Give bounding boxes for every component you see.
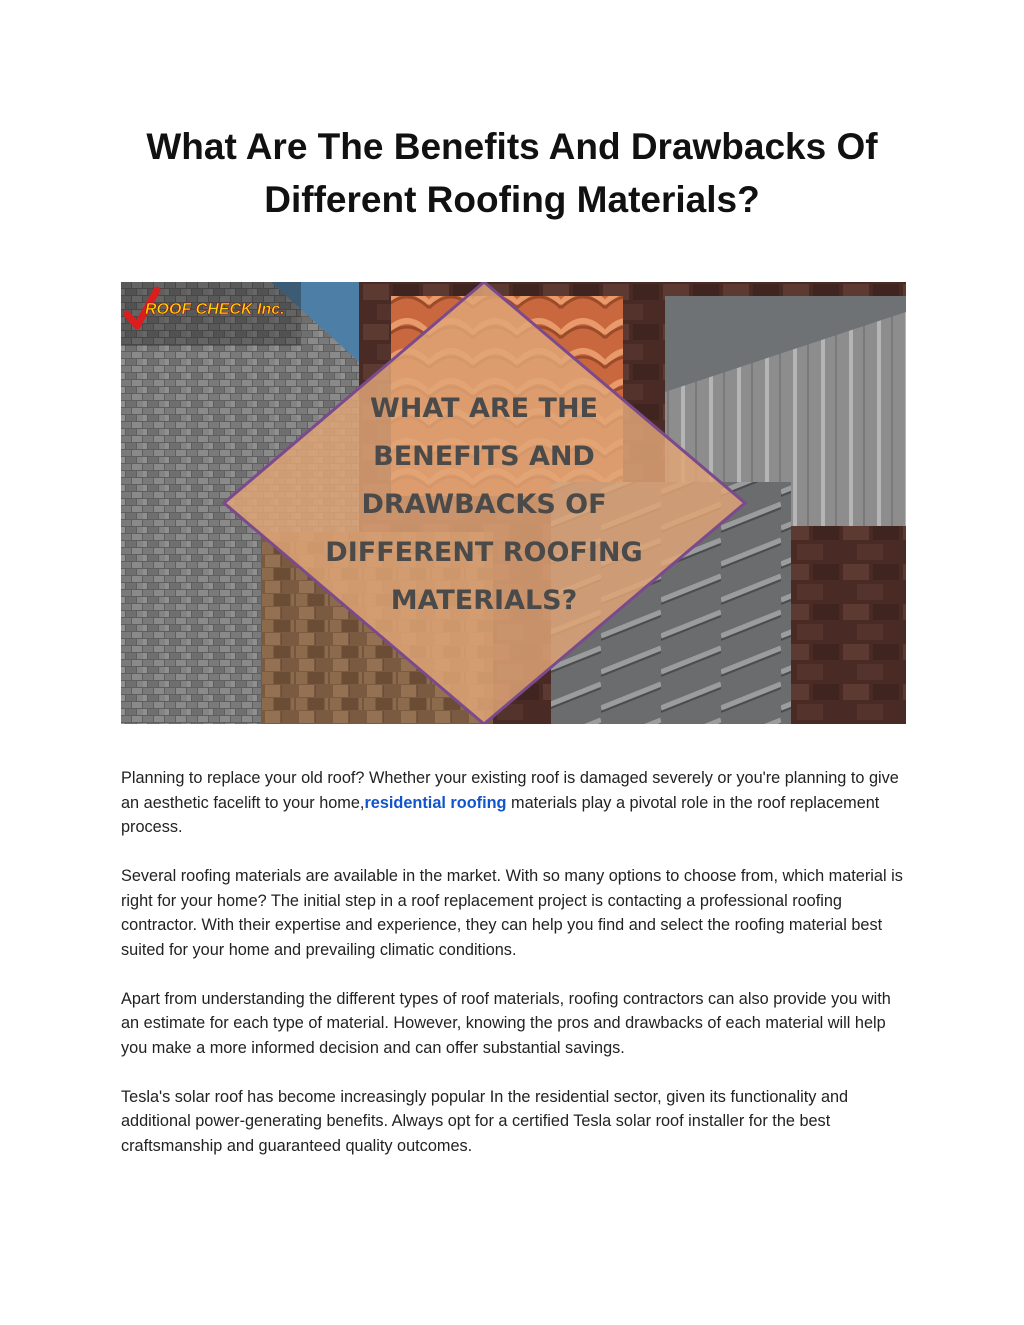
hero-image bbox=[121, 282, 906, 724]
hero-headline-line-1: WHAT ARE THE bbox=[370, 393, 598, 424]
hero-headline-line-4: DIFFERENT ROOFING bbox=[325, 537, 643, 568]
hero-headline-line-3: DRAWBACKS OF bbox=[361, 489, 607, 520]
paragraph-estimates: Apart from understanding the different types of roof materials, roofing contractors can also provide you with an estimate for each type of material. However, knowing the pros and drawbacks of each material will help you make a more informed decision and can offer substantial savings. bbox=[121, 989, 891, 1057]
paragraph-materials: Several roofing materials are available in the market. With so many options to choose from, which material is right for your home? The initial step in a roof replacement project is contacting a professional roofing contractor. With their expertise and experience, they can help you find and select the roofing material best suited for your home and prevailing climatic conditions. bbox=[121, 867, 903, 959]
paragraph-intro-text: Planning to replace your old roof? Whether your existing roof is damaged severely or you're planning to give an aesthetic facelift to your home, bbox=[121, 769, 899, 812]
paragraph-intro bbox=[121, 766, 911, 840]
paragraph-intro-text-end: materials play a pivotal role in the roof replacement process. bbox=[121, 793, 880, 836]
article-body bbox=[121, 766, 911, 1183]
roof-check-logo bbox=[121, 282, 301, 346]
logo-text: ROOF CHECK Inc. bbox=[145, 301, 285, 318]
hero-headline-line-2: BENEFITS AND bbox=[373, 441, 595, 472]
paragraph-tesla-solar: Tesla's solar roof has become increasingly popular In the residential sector, given its functionality and additional power-generating benefits. Always opt for a certified Tesla solar roof installer for the best craftsmanship and guaranteed quality outcomes. bbox=[121, 1087, 849, 1155]
residential-roofing-link[interactable]: residential roofing bbox=[364, 793, 507, 812]
hero-headline-line-5: MATERIALS? bbox=[390, 585, 578, 616]
page-title: What Are The Benefits And Drawbacks Of Different Roofing Materials? bbox=[146, 126, 878, 220]
